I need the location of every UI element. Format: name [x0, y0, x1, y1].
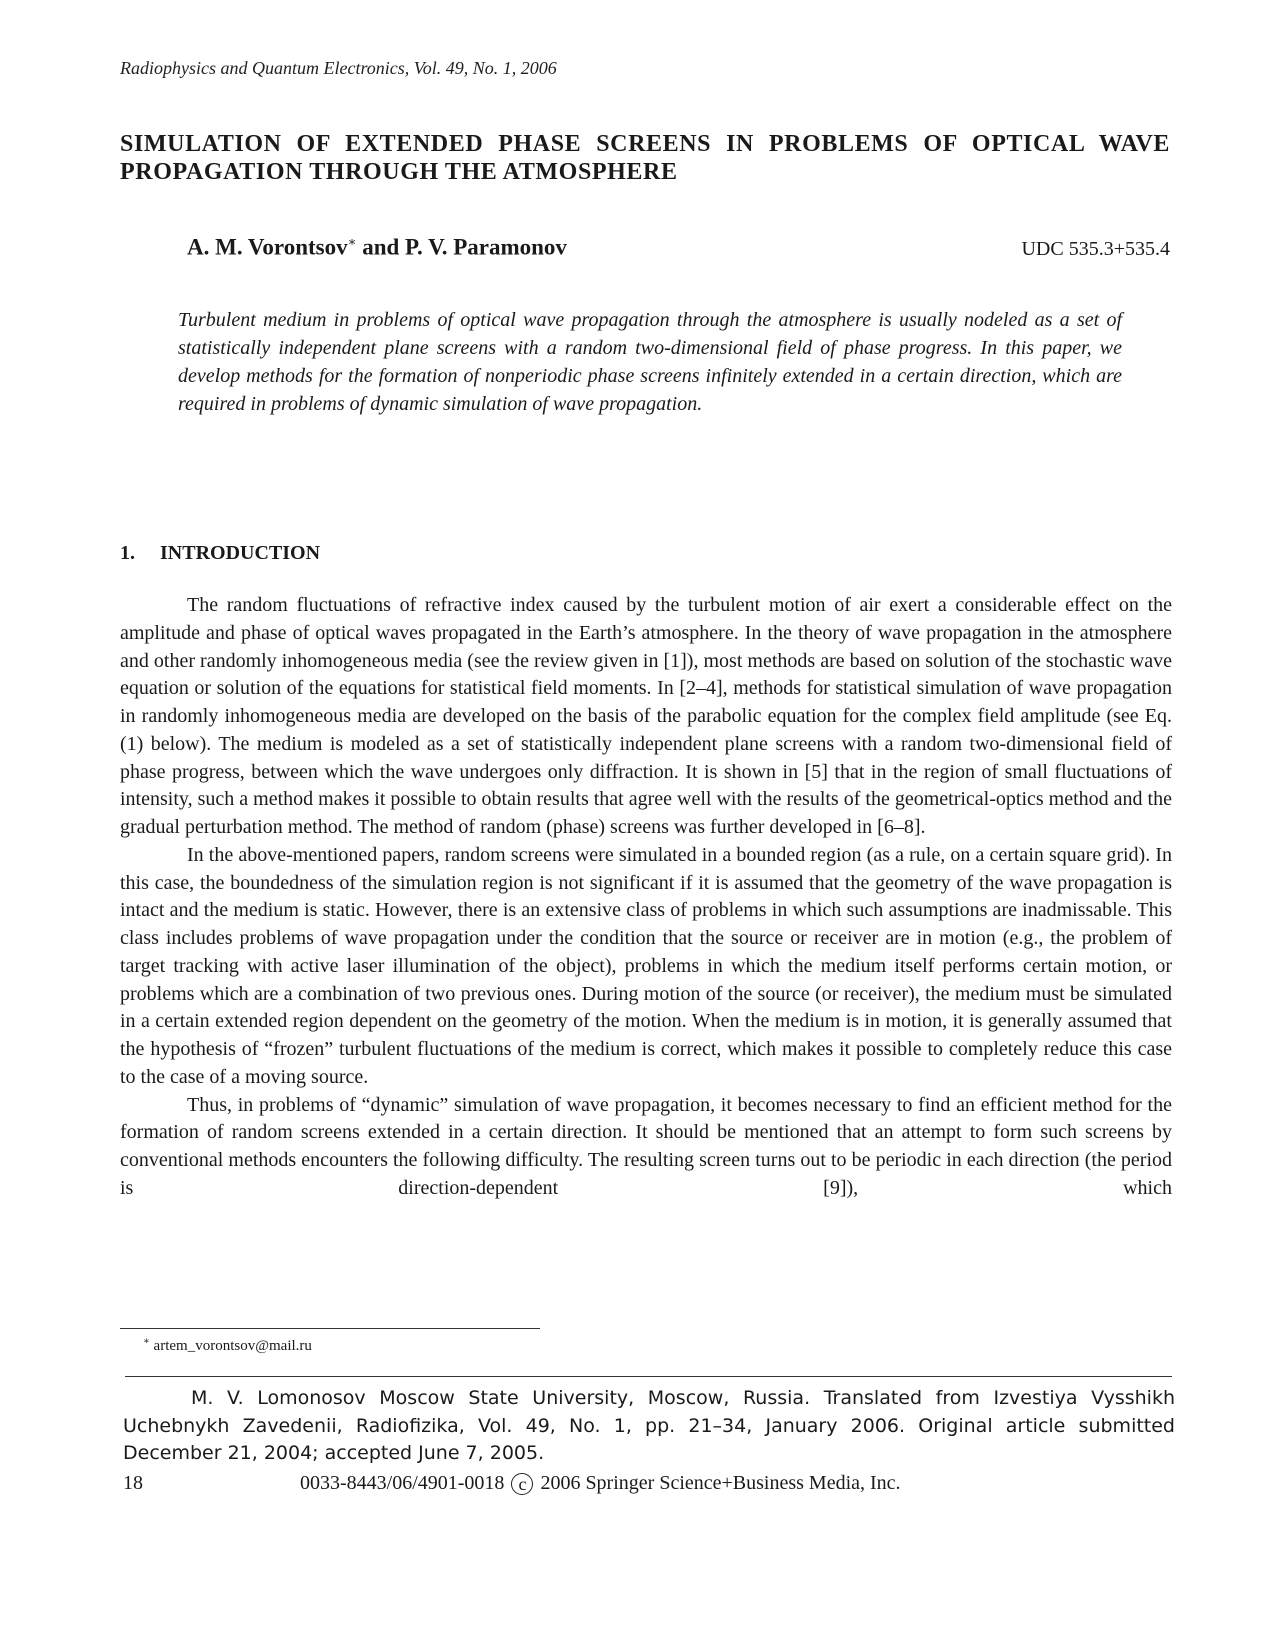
article-code: 0033-8443/06/4901-0018 [300, 1472, 505, 1494]
article-title: SIMULATION OF EXTENDED PHASE SCREENS IN PROBLEMS OF OPTICAL WAVE PROPAGATION THROUGH THE ATMOSPHERE [120, 131, 1170, 185]
footnote-marker: ∗ [143, 1336, 150, 1347]
page-number: 18 [123, 1472, 143, 1494]
section-number: 1. [120, 542, 135, 564]
copyright-line [300, 1472, 901, 1495]
copyright-text: 2006 Springer Science+Business Media, Inc. [540, 1472, 901, 1494]
footnote-rule [120, 1328, 540, 1329]
abstract: Turbulent medium in problems of optical wave propagation through the atmosphere is usually nodeled as a set of statistically independent plane screens with a random two-dimensional field of phase progress. In this paper, we develop methods for the formation of nonperiodic phase screens infinitely extended in a certain direction, which are required in problems of dynamic simulation of wave propagation. [178, 309, 1122, 415]
copyright-symbol: c [511, 1473, 533, 1495]
footnote [143, 1336, 312, 1355]
body-text [120, 592, 1172, 1203]
body-paragraph: The random fluctuations of refractive index caused by the turbulent motion of air exert a considerable effect on the amplitude and phase of optical waves propagated in the Earth’s atmosphere. In the theory of wave propagation in the atmosphere and other randomly inhomogeneous media (see the review given in [1]), most methods are based on solution of the stochastic wave equation or solution of the equations for statistical field moments. In [2–4], methods for statistical simulation of wave propagation in randomly inhomogeneous media are developed on the basis of the parabolic equation for the complex field amplitude (see Eq. (1) below). The medium is modeled as a set of statistically independent plane screens with a random two-dimensional field of phase progress, between which the wave undergoes only diffraction. It is shown in [5] that in the region of small fluctuations of intensity, such a method makes it possible to obtain results that agree well with the results of the geometrical-optics method and the gradual perturbation method. The method of random (phase) screens was further developed in [6–8]. [120, 594, 1172, 838]
author-conjunction: and [356, 234, 406, 260]
footnote-email: artem_vorontsov@mail.ru [153, 1338, 312, 1354]
section-heading [120, 542, 320, 565]
section-title: INTRODUCTION [160, 542, 321, 564]
udc-code: UDC 535.3+535.4 [1021, 238, 1170, 260]
journal-header: Radiophysics and Quantum Electronics, Vol. 49, No. 1, 2006 [120, 58, 557, 78]
author-name: P. V. Paramonov [405, 234, 567, 260]
footnote-marker: ∗ [347, 234, 357, 249]
author-line [187, 234, 567, 261]
author-name: A. M. Vorontsov [187, 234, 348, 260]
body-paragraph: Thus, in problems of “dynamic” simulation of wave propagation, it becomes necessary to find an efficient method for the formation of random screens extended in a certain direction. It should be mentioned that an attempt to form such screens by conventional methods encounters the following difficulty. The resulting screen turns out to be periodic in each direction (the period is direction-dependent [9]), which [120, 1093, 1172, 1199]
affiliation-note: M. V. Lomonosov Moscow State University, Moscow, Russia. Translated from Izvestiya Vysshikh Uchebnykh Zavedenii, Radiofizika, Vol. 49, No. 1, pp. 21–34, January 2006. Original article submitted December 21, 2004; accepted June 7, 2005. [123, 1387, 1175, 1464]
affiliation-rule [125, 1376, 1172, 1377]
body-paragraph: In the above-mentioned papers, random screens were simulated in a bounded region (as a rule, on a certain square grid). In this case, the boundedness of the simulation region is not significant if it is assumed that the geometry of the wave propagation is intact and the medium is static. However, there is an extensive class of problems in which such assumptions are inadmissable. This class includes problems of wave propagation under the condition that the source or receiver are in motion (e.g., the problem of target tracking with active laser illumination of the object), problems in which the medium itself performs certain motion, or problems which are a combination of two previous ones. During motion of the source (or receiver), the medium must be simulated in a certain extended region dependent on the geometry of the motion. When the medium is in motion, it is generally assumed that the hypothesis of “frozen” turbulent fluctuations of the medium is correct, which makes it possible to completely reduce this case to the case of a moving source. [120, 843, 1172, 1088]
